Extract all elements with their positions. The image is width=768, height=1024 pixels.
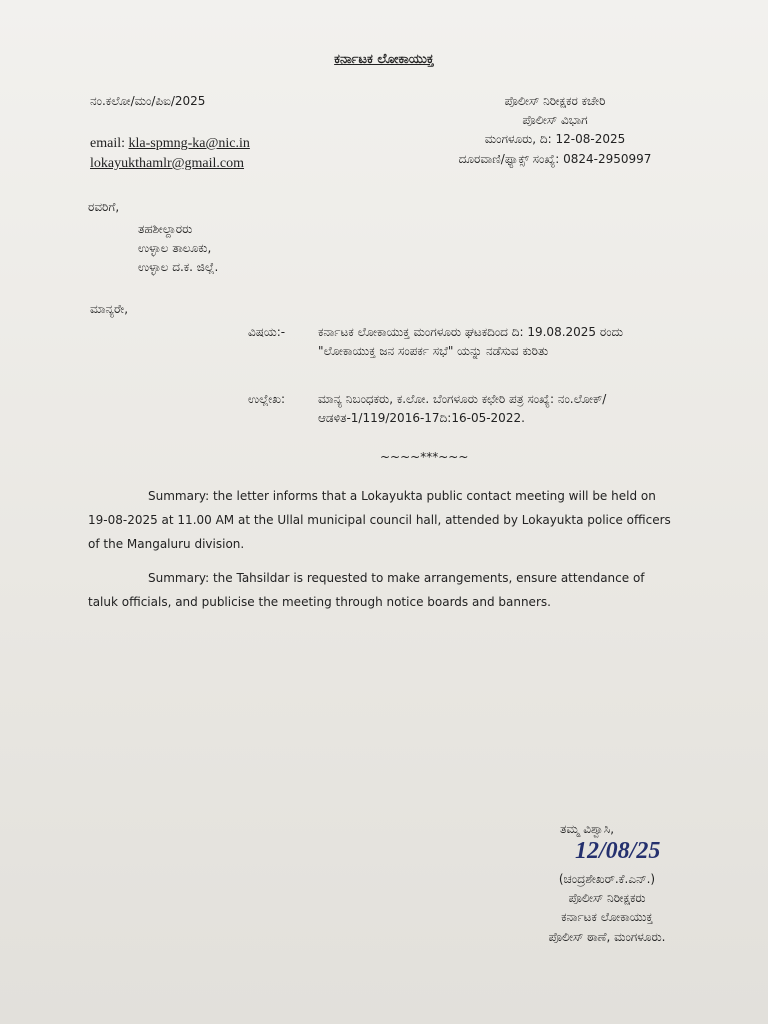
email-block	[90, 136, 250, 152]
reference-label: ಉಲ್ಲೇಖ:	[248, 392, 286, 406]
office-line: ಮಂಗಳೂರು, ದಿ: 12-08-2025	[484, 132, 626, 147]
signatory-designation: ಪೊಲೀಸ್ ನಿರೀಕ್ಷಕರು	[568, 891, 646, 906]
signatory-name: (ಚಂದ್ರಶೇಖರ್.ಕೆ.ಎನ್.)	[558, 872, 656, 886]
signatory-org: ಕರ್ನಾಟಕ ಲೋಕಾಯುಕ್ತ	[561, 910, 653, 925]
signature	[575, 838, 660, 865]
body-paragraph: Summary: the letter informs that a Lokayukta public contact meeting will be held on 19-08-2025 at 11.00 AM at the Ullal municipal council hall, attended by Lokayukta police officers of the Mangaluru division.	[88, 489, 671, 551]
letter-body	[88, 484, 676, 624]
reference-number: ನಂ.ಕಲೋ/ಮಂ/ಪಿಐ/2025	[90, 94, 206, 108]
signatory-place: ಪೊಲೀಸ್ ಠಾಣೆ, ಮಂಗಳೂರು.	[548, 929, 666, 944]
subject-text: ಕರ್ನಾಟಕ ಲೋಕಾಯುಕ್ತ ಮಂಗಳೂರು ಘಟಕದಿಂದ ದಿ: 19.08.2025 ರಂದು "ಲೋಕಾಯುಕ್ತ ಜನ ಸಂಪರ್ಕ ಸಭೆ" ಯನ್ನು ನಡೆಸುವ ಕುರಿತು	[318, 325, 624, 359]
separator: ~~~~***~~~	[380, 450, 469, 464]
reference-text: ಮಾನ್ಯ ನಿಬಂಧಕರು, ಕ.ಲೋ. ಬೆಂಗಳೂರು ಕಛೇರಿ ಪತ್ರ ಸಂಖ್ಯೆ: ನಂ.ಲೋಕ್/ಆಡಳಿತ-1/119/2016-17ದಿ:16-05-2022.	[318, 392, 607, 426]
closing: ತಮ್ಮ ವಿಶ್ವಾಸಿ,	[560, 822, 615, 836]
letter-title: ಕರ್ನಾಟಕ ಲೋಕಾಯುಕ್ತ	[334, 52, 434, 67]
recipient-address	[138, 220, 218, 278]
recipient-line: ಉಳ್ಳಾಲ ತಾಲೂಕು,	[138, 241, 212, 256]
email-label: email:	[90, 136, 129, 151]
office-line: ಪೊಲೀಸ್ ನಿರೀಕ್ಷಕರ ಕಚೇರಿ	[504, 94, 606, 108]
office-line: ದೂರವಾಣಿ/ಫ್ಯಾಕ್ಸ್ ಸಂಖ್ಯೆ: 0824-2950997	[458, 151, 652, 166]
email-primary[interactable]: kla-spmng-ka@nic.in	[128, 136, 250, 151]
recipient-intro: ರವರಿಗೆ,	[88, 200, 120, 214]
office-address	[410, 92, 700, 169]
recipient-line: ತಹಶೀಲ್ದಾರರು	[138, 222, 193, 236]
signature-date: 12/08/25	[575, 838, 661, 864]
recipient-line: ಉಳ್ಳಾಲ ದ.ಕ. ಜಿಲ್ಲೆ.	[138, 260, 219, 275]
subject-label: ವಿಷಯ:-	[248, 325, 286, 339]
body-paragraph: Summary: the Tahsildar is requested to make arrangements, ensure attendance of taluk officials, and publicise the meeting through notice boards and banners.	[88, 571, 645, 609]
office-line: ಪೊಲೀಸ್ ವಿಭಾಗ	[522, 113, 588, 128]
email-secondary[interactable]: lokayukthamlr@gmail.com	[90, 156, 245, 171]
signatory	[522, 870, 692, 947]
salutation: ಮಾನ್ಯರೇ,	[90, 302, 129, 316]
